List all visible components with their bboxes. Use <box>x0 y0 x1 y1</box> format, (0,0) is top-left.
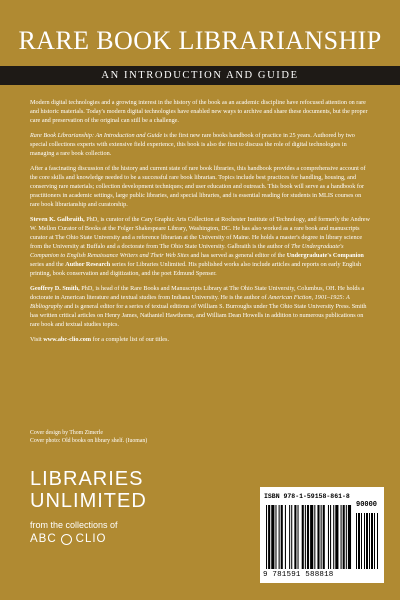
abc-clio-logo <box>30 532 190 546</box>
bio-text: series and the <box>30 261 66 268</box>
barcode-stripe <box>314 505 315 569</box>
barcode-stripe <box>268 505 270 569</box>
barcode-addon-stripe <box>377 513 378 569</box>
barcode-addon-stripe <box>369 513 370 569</box>
bio-italic-title: American Fiction, 1901–1925: A Bibliography <box>30 294 350 310</box>
visit-text: Visit <box>30 336 44 343</box>
barcode-addon-stripe <box>361 513 362 569</box>
barcode-stripe <box>289 505 290 569</box>
barcode-icon <box>264 505 380 571</box>
barcode-addon-stripe <box>374 513 375 569</box>
barcode-stripe <box>294 505 296 569</box>
barcode-addon-stripe <box>364 513 365 569</box>
handbook-text: is the first new rare books handbook of practice in 25 years. Authored by two special collections experts with extensive field experience, this book is also the first to discuss the role of digital technologies in managing a rare book collection. <box>30 132 355 157</box>
barcode-stripe <box>291 505 292 569</box>
bio-text: and is general editor for a series of textual editions of William S. Burroughs under The Ohio State University Press. Smith has written critical articles on Henry James, Nathaniel Hawthorne, and William Dean Howells in addition to numerous publications on rare book and textual studies topics. <box>30 303 367 328</box>
series-name: Author Research <box>65 261 111 268</box>
bio-text: PhD, is head of the Rare Books and Manuscripts Library at The Ohio State University, Columbus, OH. He holds a doctorate in American literature and textual studies from Indiana University. He is the author of <box>30 285 365 301</box>
barcode-addon-stripe <box>356 513 357 569</box>
publisher-logo <box>30 468 190 546</box>
barcode-stripe <box>298 505 299 569</box>
barcode-stripe <box>330 505 331 569</box>
publisher-from: from the collections of <box>30 520 118 530</box>
bio-text: and has served as general editor of the <box>188 252 287 259</box>
cover-design-credit: Cover design by Thom Zimerle <box>30 430 103 436</box>
website-link[interactable]: www.abc-clio.com <box>43 336 91 343</box>
book-title-italic: Rare Book Librarianship: An Introduction and Guide <box>30 132 163 139</box>
book-title: RARE BOOK LIBRARIANSHIP <box>18 26 382 55</box>
barcode-stripe <box>279 505 280 569</box>
topics-paragraph: After a fascinating discussion of the history and current state of rare book libraries, this handbook provides a comprehensive account of the core skills and knowledge needed to be a successful rare book librarian. Topics include best practices for handling, housing, and conserving rare materials; collection development techniques; and user education and outreach. This book will serve as a handbook for practitioners in academic settings, large public libraries, and special libraries, and is essential reading for students in MLIS courses on rare book librarianship and curatorship. <box>30 165 366 208</box>
abc-text: ABC <box>30 533 57 545</box>
visit-text: for a complete list of our titles. <box>91 336 170 343</box>
barcode-stripe <box>305 505 306 569</box>
barcode-addon-stripe <box>358 513 360 569</box>
handbook-paragraph <box>30 131 370 158</box>
barcode-stripe <box>307 505 309 569</box>
series-name: Undergraduate's Companion <box>286 252 364 259</box>
barcode-stripe <box>346 505 347 569</box>
publisher-line2: UNLIMITED <box>30 490 147 512</box>
author-bio-galbraith <box>30 215 370 278</box>
cover-photo-credit: Cover photo: Old books on library shelf. (Iuoman) <box>30 437 148 444</box>
barcode-stripe <box>317 505 319 569</box>
barcode-stripe <box>266 505 267 569</box>
barcode-stripe <box>328 505 329 569</box>
author-name-smith: Geoffrey D. Smith, <box>30 285 80 292</box>
book-subtitle: AN INTRODUCTION AND GUIDE <box>101 70 299 81</box>
barcode-stripe <box>271 505 274 569</box>
author-name-galbraith: Steven K. Galbraith, <box>30 216 85 223</box>
intro-paragraph: Modern digital technologies and a growing interest in the history of the book as an academic discipline have refocused attention on rare and historic materials. Today's modern digital technologies have enabled new ways to archive and share these documents, but the proper care and preservation of the original can still be a challenge. <box>30 99 368 124</box>
barcode-stripe <box>348 505 351 569</box>
barcode-stripe <box>341 505 342 569</box>
ring-icon <box>61 534 72 545</box>
barcode-stripe <box>275 505 276 569</box>
publisher-line1: LIBRARIES <box>30 468 144 490</box>
cover-credits <box>30 430 250 445</box>
price-code: 90000 <box>356 501 378 509</box>
clio-text: CLIO <box>75 533 107 545</box>
barcode-stripe <box>333 505 334 569</box>
barcode-stripe <box>281 505 283 569</box>
barcode-stripe <box>321 505 322 569</box>
barcode-stripe <box>302 505 304 569</box>
barcode-addon-stripe <box>366 513 368 569</box>
subtitle-band <box>0 66 400 85</box>
barcode-stripe <box>335 505 338 569</box>
back-cover-copy <box>30 98 370 350</box>
bio-italic-title: The Undergraduate's Companion to English Renaissance Writers and Their Web Sites <box>30 243 344 259</box>
bio-text: series for Libraries Unlimited. His published works also include articles and reports on early English printing, book conservation and digitization, and the poet Edmund Spenser. <box>30 261 362 277</box>
barcode-box <box>260 487 384 583</box>
bio-text: PhD, is curator of the Cary Graphic Arts Collection at Rochester Institute of Technology, and formerly the Andrew W. Mellon Curator of Books at the Folger Shakespeare Library, Washington, DC. He has also worked as a rare book and manuscripts curator at The Ohio State University and a reference librarian at the University of Maine. He holds a master's degree in library science from the University at Buffalo and a doctorate from The Ohio State University. Galbraith is the author of <box>30 216 370 250</box>
isbn-label: ISBN 978-1-59158-861-8 <box>264 493 350 500</box>
barcode-stripe <box>285 505 286 569</box>
barcode-stripe <box>310 505 313 569</box>
author-bio-smith <box>30 284 370 329</box>
barcode-stripe <box>343 505 345 569</box>
barcode-digits: 9 781591 588818 <box>263 571 334 579</box>
barcode-stripe <box>323 505 325 569</box>
barcode-addon-stripe <box>371 513 373 569</box>
website-line <box>30 335 370 344</box>
